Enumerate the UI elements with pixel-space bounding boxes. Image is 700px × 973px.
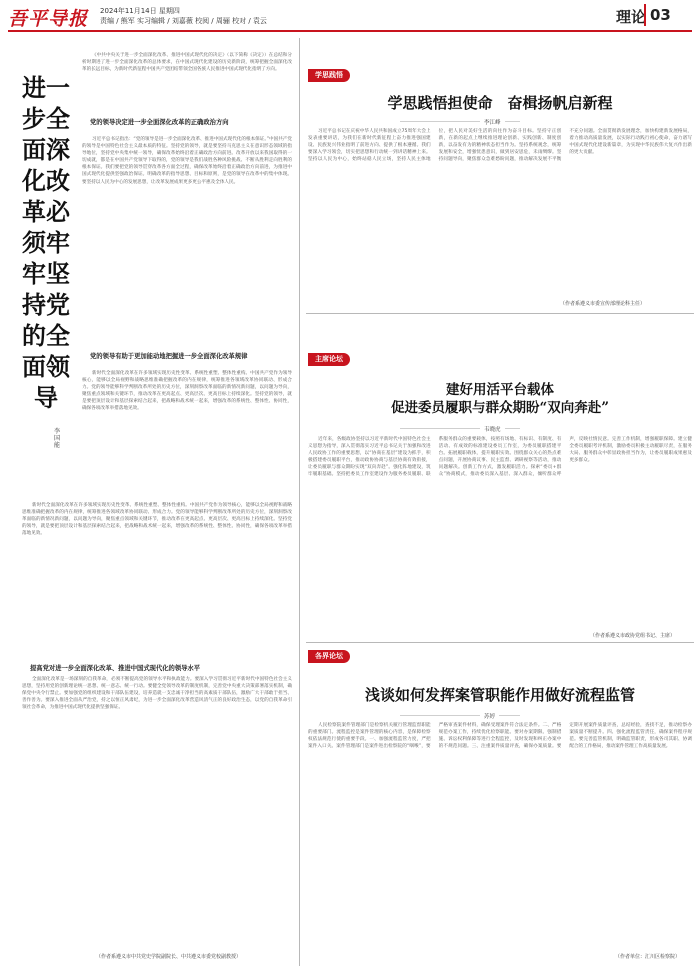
article2-title-line2: 促进委员履职与群众期盼“双向奔赴” — [390, 400, 610, 416]
left-section-2-body-cont: 新时代全面深化改革在许多领域实现历史性变革、系统性重塑、整体性重构。中国共产党作为领导核心，能够以全局视野和战略思维准确把握改革的内在规律，统筹推进各领域改革协同联动、形成合力。党的领导能够科学判断改革所处的历史方位，深刻洞察改革面临的新情况新问题，以问题为导向，聚焦重点领域和关键环节，推动改革在更高起点、更高层次、更高目标上持续深化。坚持党的领导，就是要把顶层设计和基层探索结合起来，把战略和战术统一起来，增强改革的系统性、整体性、协同性，确保各项改革举措落地见效。 — [22, 503, 292, 537]
article1-bottom-rule — [306, 313, 694, 314]
article2-source: （作者系遵义市政协党组书记、主席） — [590, 633, 676, 639]
masthead-rule — [8, 30, 692, 32]
article2-title-line1: 建好用活平台载体 — [446, 382, 554, 398]
left-section-3-body: 全面深化改革是一场深刻的自我革命，必须不断提高党的领导水平和执政能力。要深入学习贯彻习近平新时代中国特色社会主义思想，坚持用党的创新理论统一思想、统一意志、统一行动。要健全党领导改革的制度机制，完善党中央重大决策部署落实机制，确保党中央令行禁止。要加强党的组织建设和干部队伍建设，培养造就一支忠诚干净担当的高素质干部队伍，激励广大干部敢于担当、善作善为。要深入推进全面从严治党，持之以恒正风肃纪，为进一步全面深化改革营造风清气正的良好政治生态，以党的自我革命引领社会革命，为推进中国式现代化提供坚强保证。 — [22, 677, 292, 711]
article3-byline-rule — [400, 715, 520, 716]
article3-body: 人民检察院案件管理部门是检察机关履行管理监督职能的重要部门。流程监控是案件管理的核心内容，是保障检察权依法规范行使的重要手段。一、加强流程监管力度，严把案件入口关。案件管理部门是案件进出检察院的“咽喉”，要严格审查案件材料，确保受理案件符合法定条件。二、严格规范办案工作，持续优化检察职能。要对办案期限、强制措施、诉讼权利保障等进行全程监控，及时发现和纠正办案中的不规范问题。三、注重案件质量评查，确保办案质量。要定期开展案件质量评查，总结经验，查找不足，推动检察办案质量不断提升。四、强化流程监管责任，确保案件程序规范。要完善监管机制，明确监管职责，形成各司其职、协调配合的工作格局，推动案件管理工作高质量发展。 — [308, 723, 692, 750]
left-section-1-body: 习近平总书记指出：“党的领导是进一步全面深化改革、推进中国式现代化的根本保证。”中国共产党的领导是中国特色社会主义最本质的特征。坚持党的领导，就是要坚持马克思主义在意识形态领域的指导地位，坚持党中央集中统一领导，确保改革始终沿着正确政治方向前进。改革开放以来我国取得的一切成就，都是在中国共产党领导下取得的，党的领导是我们战胜各种风险挑战、不断从胜利走向胜利的根本保证。我们要把党的领导贯穿改革各方面全过程，确保改革始终沿着正确政治方向前进，为推进中国式现代化提供坚强政治保证。明确改革的指导思想、目标和原则，是党的领导在改革中的集中体现。要坚持以人民为中心的发展思想，让改革发展成果更多更公平惠及全体人民。 — [82, 137, 292, 185]
left-article-author: 李国能 — [53, 428, 60, 449]
section-title: 理论 — [615, 8, 646, 26]
left-article-intro: 《中共中央关于进一步全面深化改革、推进中国式现代化的决定》（以下简称《决定》）在总结和分析时期进了进一步全面深化改革的总体要求，在中国式现代化建设的历史新阶段，统筹把握全面深化改革的长远目标，为新时代新征程中国共产党团结带领全国各族人民推进中国式现代化指明了方向。 — [82, 53, 292, 73]
left-section-1-heading: 党的领导决定进一步全面深化改革的正确政治方向 — [90, 119, 229, 126]
left-section-2-heading: 党的领导有助于更加能动地把握进一步全面深化改革规律 — [90, 353, 248, 360]
article3-title: 浅谈如何发挥案管职能作用做好流程监管 — [364, 686, 635, 704]
left-article-source: （作者系遵义市中共党史学院副院长、中共遵义市委党校副教授） — [96, 954, 242, 960]
article3-source: （作者单位：汇川区检察院） — [615, 954, 681, 960]
newspaper-logo: 吾平导报 — [8, 8, 89, 30]
tag-gejieluntan: 各界论坛 — [308, 650, 350, 663]
left-article-title: 进一步全面深化改革必须牢牢坚持党的全面领导 — [22, 73, 70, 412]
issue-date: 2024年11月14日 星期四 — [100, 7, 180, 15]
left-section-2-body: 新时代全面深化改革在许多领域实现历史性变革、系统性重塑、整体性重构。中国共产党作为领导核心，能够以全局视野和战略思维准确把握改革的内在规律，统筹推进各领域改革协同联动、形成合力。党的领导能够科学判断改革所处的历史方位，深刻洞察改革面临的新情况新问题，以问题为导向，聚焦重点领域和关键环节，推动改革在更高起点、更高层次、更高目标上持续深化。坚持党的领导，就是要把顶层设计和基层探索结合起来，把战略和战术统一起来，增强改革的系统性、整体性、协同性，确保各项改革举措落地见效。 — [82, 371, 292, 412]
article3-author: 苏婷 — [480, 712, 499, 720]
article2-bottom-rule — [306, 642, 694, 643]
article1-source: （作者系遵义市委宣传部理论科主任） — [560, 301, 646, 307]
article2-body: 近年来，各级政协坚持以习近平新时代中国特色社会主义思想为指导，深入贯彻落实习近平总书记关于加强和改进人民政协工作的重要思想，以“协商在基层”建设为抓手，积极搭建委员履职平台，推动政协协商与基层协商有效衔接，让委员履职与群众期盼实现“双向奔赴”。强化阵地建设，筑牢履职基础。坚持把委员工作室建设作为服务委员履职、联系服务群众的重要载体，按照有场地、有标识、有制度、有活动、有成效的标准建设委员工作室，为委员履职搭建平台。拓展履职载体，提升履职实效。围绕群众关心的热点难点问题，开展协商议事、民主监督、调研视察等活动，推动问题解决。创新工作方式，激发履职活力。探索“委员+群众”协商模式，推动委员深入基层、深入群众，倾听群众呼声，反映社情民意。完善工作机制，增强履职保障。建立健全委员履职考评机制，激励委员积极主动履职尽责，在服务大局、服务群众中彰显政协担当作为，让委员履职成果惠及更多群众。 — [308, 437, 692, 478]
article2-author: 韦晓虎 — [480, 425, 505, 433]
left-section-3-heading: 提高党对进一步全面深化改革、推进中国式现代化的领导水平 — [30, 665, 201, 672]
tag-zhuxiluntan: 主席论坛 — [308, 353, 350, 366]
column-divider — [299, 38, 300, 966]
page-number: 03 — [644, 4, 676, 26]
article1-title: 学思践悟担使命 奋楫扬帆启新程 — [387, 94, 613, 112]
staff-credits: 责编 / 熊军 实习编辑 / 刘嘉薇 校阅 / 周骊 校对 / 袁云 — [100, 17, 267, 25]
article1-author: 李江峰 — [480, 118, 505, 126]
article1-body: 习近平总书记在庆祝中华人民共和国成立75周年大会上发表重要讲话，为我们在新时代新征程上奋力推进强国建设、民族复兴伟业指明了前进方向、提供了根本遵循。我们要深入学习领会，切实把思想和行动统一到讲话精神上来。坚持以人民为中心，始终站稳人民立场，坚持人民主体地位，把人民对美好生活的向往作为奋斗目标。坚持守正创新，在新的起点上继续推进理论创新、实践创新、制度创新，以奋发有为的精神状态担当作为。坚持系统观念，统筹发展和安全，增强忧患意识，做到居安思危，未雨绸缪。坚持问题导向，聚焦群众急难愁盼问题，推动解决发展不平衡不充分问题。全面贯彻新发展理念，加快构建新发展格局，着力推动高质量发展，以实际行动践行初心使命，奋力谱写中国式现代化建设新篇章，为实现中华民族伟大复兴作出新的更大贡献。 — [308, 129, 692, 163]
tag-xuesijianwu: 学思践悟 — [308, 69, 350, 82]
